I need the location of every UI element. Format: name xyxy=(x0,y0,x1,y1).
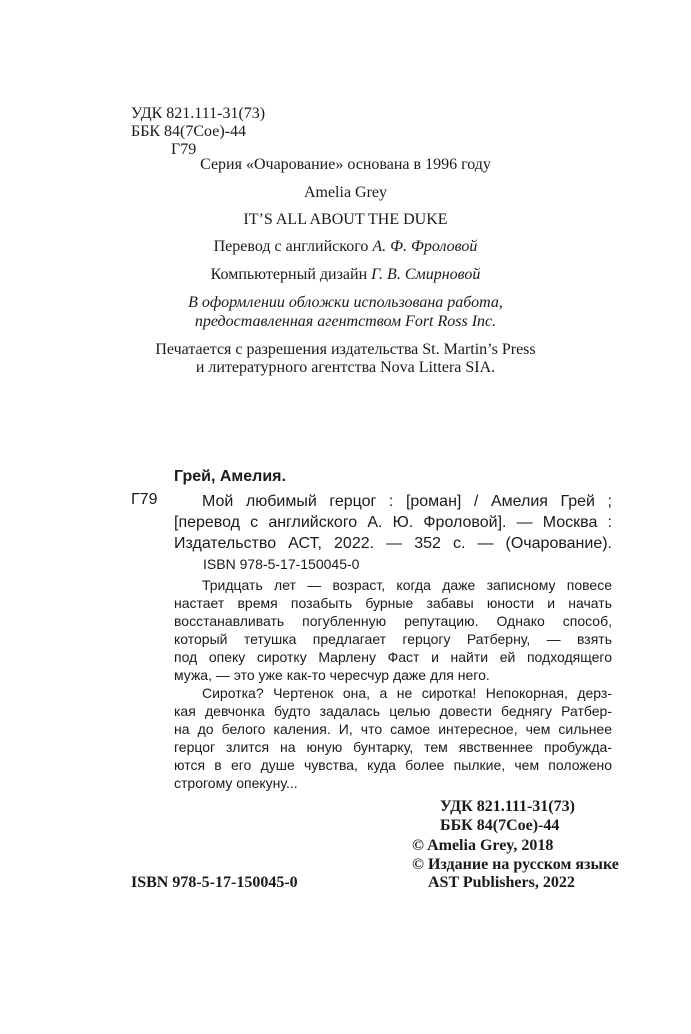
bottom-bbk-code: ББК 84(7Сое)-44 xyxy=(440,817,560,834)
annotation-line: Сиротка? Чертенок она, а не сиротка! Непокорная, дерз- xyxy=(202,685,612,701)
original-author: Amelia Grey xyxy=(303,184,388,201)
bottom-isbn: ISBN 978-5-17-150045-0 xyxy=(131,874,298,891)
bib-line-3: Издательство АСТ, 2022. — 352 с. — (Очарование). xyxy=(174,535,612,552)
designer-name: Г. В. Смирновой xyxy=(371,266,481,283)
catalog-isbn: ISBN 978-5-17-150045-0 xyxy=(203,556,360,572)
design-prefix: Компьютерный дизайн xyxy=(210,266,368,283)
original-title: IT’S ALL ABOUT THE DUKE xyxy=(243,211,448,228)
annotation-line: Тридцать лет — возраст, когда даже записному повесе xyxy=(202,577,612,593)
copyright-author: © Amelia Grey, 2018 xyxy=(412,837,554,854)
series-note: Серия «Очарование» основана в 1996 году xyxy=(200,156,491,173)
bib-line-2: [перевод с английского А. Ю. Фроловой]. — Москва : xyxy=(174,514,612,531)
bib-line-1: Мой любимый герцог : [роман] / Амелия Грей ; xyxy=(202,493,612,510)
annotation-line: мужа, — это уже как-то чересчур даже для него. xyxy=(174,667,490,683)
translation-prefix: Перевод с английского xyxy=(213,238,369,255)
annotation-line: кая девчонка будто задалась целью довести беднягу Ратбер- xyxy=(174,703,612,719)
bbk-code: ББК 84(7Сое)-44 xyxy=(131,123,246,140)
cover-note-line-1: В оформлении обложки использована работа, xyxy=(188,294,503,311)
design-credit xyxy=(0,266,691,284)
annotation-line: на до белого каления. И, что самое интересное, чем сильнее xyxy=(174,721,612,737)
cover-note-line-2: предоставленная агентством Fort Ross Inc. xyxy=(194,313,497,330)
permission-line-1: Печатается с разрешения издательства St. Martin’s Press xyxy=(155,341,536,358)
udk-code: УДК 821.111-31(73) xyxy=(131,105,266,122)
author-sign: Г79 xyxy=(171,141,197,158)
translation-credit xyxy=(0,238,691,256)
annotation-line: настает время позабыть бурные забавы юности и начать xyxy=(174,595,612,611)
annotation-line: под опеку сиротку Марлену Фаст и найти ей подходящего xyxy=(174,649,612,665)
copyright-edition: © Издание на русском языке xyxy=(412,856,619,873)
annotation-line: строгому опекуну... xyxy=(174,775,298,791)
annotation-line: который тетушка предлагает герцогу Ратберну, — взять xyxy=(174,631,612,647)
annotation-line: ются в его душе чувства, куда более пылкие, чем положено xyxy=(174,757,612,773)
author-heading: Грей, Амелия. xyxy=(174,468,286,485)
translator-name: А. Ф. Фроловой xyxy=(372,238,478,255)
annotation-line: герцог злится на юную бунтарку, тем явственнее пробужда- xyxy=(174,739,612,755)
copyright-publisher: AST Publishers, 2022 xyxy=(428,874,575,891)
annotation-line: восстанавливать погубленную репутацию. Однако способ, xyxy=(174,613,612,629)
catalog-code: Г79 xyxy=(131,491,158,508)
annotation xyxy=(174,576,612,792)
permission-line-2: и литературного агентства Nova Littera SIA. xyxy=(195,359,496,376)
bottom-udk-code: УДК 821.111-31(73) xyxy=(440,798,575,815)
